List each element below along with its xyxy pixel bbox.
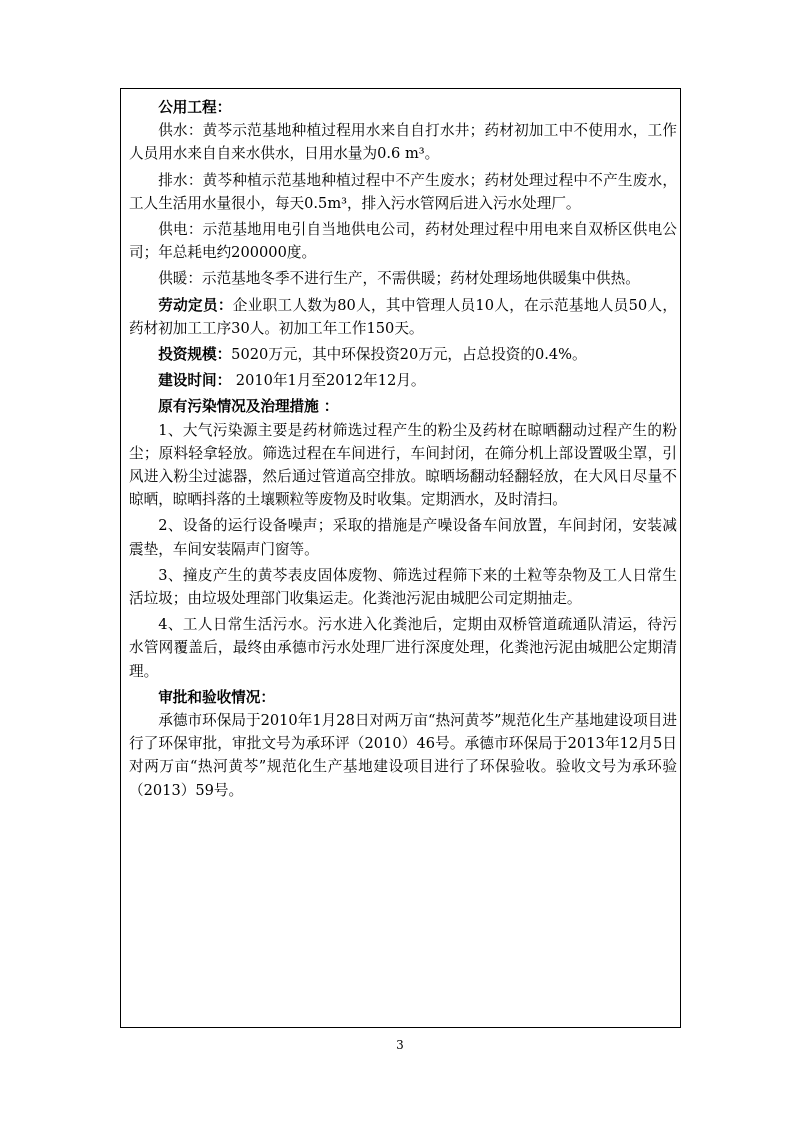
- investment-paragraph: [129, 343, 677, 366]
- approval-heading: 审批和验收情况：: [158, 688, 275, 706]
- staffing-paragraph: [129, 294, 677, 340]
- pollution-heading: 原有污染情况及治理措施 ：: [158, 398, 339, 416]
- construction-paragraph: [129, 369, 677, 392]
- public-works-heading: 公用工程：: [158, 99, 232, 116]
- approval-paragraph: 承德市环保局于2010年1月28日对两万亩“热河黄芩”规范化生产基地建设项目进行了环保审批，审批文号为承环评（2010）46号。承德市环保局于2013年12月5日对两万亩“热河黄芩”规范化生产基地建设项目进行了环保验收。验收文号为承环验（2013）59号。: [129, 712, 677, 799]
- investment-label: 投资规模：: [158, 346, 232, 364]
- page-number: 3: [396, 1038, 404, 1052]
- pollution-item: 2、设备的运行设备噪声；采取的措施是产噪设备车间放置，车间封闭，安装减震垫，车间安装隔声门窗等。: [129, 517, 677, 558]
- pollution-item: 1、大气污染源主要是药材筛选过程产生的粉尘及药材在晾晒翻动过程产生的粉尘；原料轻拿轻放。筛选过程在车间进行，车间封闭，在筛分机上部设置吸尘罩，引风进入粉尘过滤器，然后通过管道高空排放。晾晒场翻动轻翻轻放，在大风日尽量不晾晒，晾晒抖落的土壤颗粒等废物及时收集。定期洒水，及时清扫。: [129, 421, 677, 509]
- heating-paragraph: 供暖：示范基地冬季不进行生产，不需供暖；药材处理场地供暖集中供热。: [158, 270, 640, 288]
- pollution-item: 3、撞皮产生的黄芩表皮固体废物、筛选过程筛下来的土粒等杂物及工人日常生活垃圾；由垃圾处理部门收集运走。化粪池污泥由城肥公司定期抽走。: [129, 566, 677, 608]
- investment-text: 5020万元，其中环保投资20万元，占总投资的0.4%。: [231, 346, 587, 364]
- construction-label: 建设时间：: [158, 372, 232, 390]
- staffing-text: 企业职工人数为80人，其中管理人员10人，在示范基地人员50人，药材初加工工序30人。初加工年工作150天。: [129, 296, 677, 337]
- pollution-item: 4、工人日常生活污水。污水进入化粪池后，定期由双桥管道疏通队清运，待污水管网覆盖后，最终由承德市污水处理厂进行深度处理，化粪池污泥由城肥公定期清理。: [129, 616, 677, 680]
- drainage-paragraph: 排水：黄芩种植示范基地种植过程中不产生废水；药材处理过程中不产生废水，工人生活用水量很小，每天0.5m³，排入污水管网后进入污水处理厂。: [129, 171, 677, 212]
- power-paragraph: 供电：示范基地用电引自当地供电公司，药材处理过程中用电来自双桥区供电公司；年总耗电约200000度。: [129, 221, 677, 262]
- water-supply-paragraph: 供水：黄芩示范基地种植过程用水来自自打水井；药材初加工中不使用水，工作人员用水来自自来水供水，日用水量为0.6 m³。: [129, 122, 677, 163]
- document-body: [129, 96, 677, 802]
- staffing-label: 劳动定员：: [158, 296, 233, 314]
- construction-text: 2010年1月至2012年12月。: [231, 372, 426, 390]
